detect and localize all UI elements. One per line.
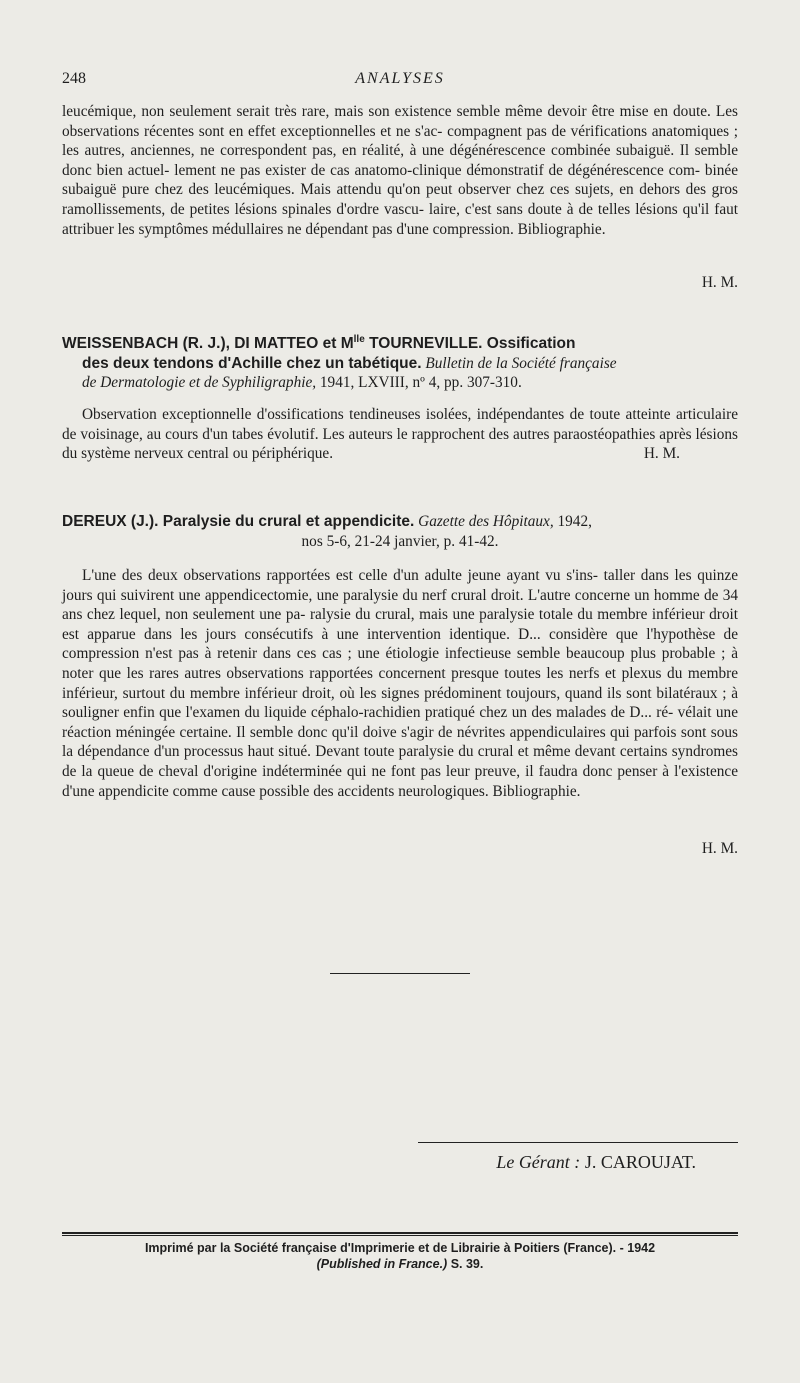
reference-journal-cont: de Dermatologie et de Syphiligraphie, xyxy=(82,374,317,392)
reference-authors-superscript: lle xyxy=(353,334,365,345)
reference-line xyxy=(62,512,738,532)
imprint xyxy=(62,1240,738,1272)
reference-details: 1941, LXVIII, nº 4, pp. 307-310. xyxy=(316,374,522,392)
gerant-line xyxy=(418,1152,696,1173)
reference-details-cont: nos 5-6, 21-24 janvier, p. 41-42. xyxy=(301,532,499,550)
reference-line xyxy=(62,373,738,393)
text-line: pas, en réalité, à une dégénérescence combinée subaiguë. Il semble donc bien actuel- xyxy=(62,142,739,179)
article2-text xyxy=(62,405,738,464)
section-divider xyxy=(330,973,470,974)
reference-details: 1942, xyxy=(553,513,592,530)
text-line: plus probable ; à noter que les rares autres observations rapportées concernent xyxy=(62,645,739,682)
text-line: droit, où les signes prédominent toujours, quand ils sont bilatéraux ; à souligner enfin xyxy=(62,684,738,722)
article3-text xyxy=(62,566,738,801)
text-line: ne dépendant pas d'une compression. Bibliographie. xyxy=(287,220,606,238)
reference-title: Ossification xyxy=(482,335,576,353)
text-line: périphérique. xyxy=(251,445,334,463)
text-line: rapprochent des autres paraostéopathies après lésions du système nerveux central ou xyxy=(62,425,738,463)
imprint-published: (Published in France.) xyxy=(316,1257,448,1271)
text-line: crural droit. L'autre concerne un homme de 34 ans chez lequel, non seulement une pa- xyxy=(62,586,739,624)
reference-authors: DEREUX (J.). xyxy=(62,513,159,530)
text-line: toute atteinte articulaire de voisinage, au cours d'un tabes évolutif. Les auteurs le xyxy=(62,406,738,443)
text-line: laire, c'est sans doute à de telles lésions qu'il faut attribuer les symptômes médullaires xyxy=(62,200,739,238)
text-line: être mise en doute. Les observations récentes sont en effet exceptionnelles et ne s'ac- xyxy=(62,103,738,140)
reference-line xyxy=(62,330,738,354)
text-line: que l'examen du liquide céphalo-rachidien pratiqué chez un des malades de D... ré- xyxy=(159,704,674,722)
reference-title: Paralysie du crural et appendicite. xyxy=(158,513,415,530)
article3-reference xyxy=(62,512,738,551)
imprint-line-2 xyxy=(62,1256,738,1272)
text-line: L'une des deux observations rapportées est celle d'un adulte jeune ayant vu s'ins- xyxy=(82,567,598,584)
text-line: toute paralysie du crural et même devant certains syndromes de la queue de cheval xyxy=(62,743,739,780)
reference-title-cont: des deux tendons d'Achille chez un tabétique. xyxy=(82,354,422,372)
text-line: lement ne pas exister de cas anatomo-clinique démonstratif de dégénérescence com- xyxy=(174,161,701,179)
imprint-code: S. 39. xyxy=(447,1257,484,1271)
page-header xyxy=(62,70,738,92)
article2-reference xyxy=(62,330,738,393)
text-line: compression n'est pas à retenir dans ces cas ; une étiologie infectieuse semble beaucoup xyxy=(62,645,625,663)
page-number: 248 xyxy=(62,70,86,87)
text-line: Observation exceptionnelle d'ossifications tendineuses isolées, indépendantes de xyxy=(82,406,585,423)
article1-text xyxy=(62,102,738,239)
text-line: leucémique, non seulement serait très rare, mais son existence semble même devoir xyxy=(62,103,587,120)
text-line: appendiculaires qui parfois sont sous la dépendance d'un processus haut situé. Devant xyxy=(62,723,738,761)
article1-signature: H. M. xyxy=(701,274,738,291)
text-line: ralysie du crural, mais une paralysie totale du membre inférieur droit est apparue dans xyxy=(62,606,739,643)
footer-rule-thin xyxy=(62,1235,738,1236)
reference-authors-end: TOURNEVILLE. xyxy=(364,335,483,353)
text-line: binée subaiguë pure chez des leucémiques. Mais attendu qu'on peut observer chez ces xyxy=(62,161,738,199)
reference-journal: Bulletin de la Société française xyxy=(421,354,617,372)
reference-authors: WEISSENBACH (R. J.), DI MATTEO et M xyxy=(62,335,354,353)
text-line: presque toutes les nerfs et plexus du membre inférieur, surtout du membre inférieur xyxy=(62,664,738,702)
reference-line xyxy=(62,532,738,552)
reference-line xyxy=(62,354,738,374)
footer-rule-thick xyxy=(62,1232,738,1234)
text-line: vélait une réaction méningée certaine. Il semble donc qu'il doive s'agir de névrites xyxy=(62,704,738,741)
text-line: d'une appendicite comme cause possible des accidents neurologiques. Bibliographie. xyxy=(62,782,581,800)
reference-journal: Gazette des Hôpitaux, xyxy=(414,513,554,530)
gerant-divider xyxy=(418,1142,738,1143)
gerant-label: Le Gérant : xyxy=(496,1152,581,1172)
imprint-line-1: Imprimé par la Société française d'Imprimerie et de Librairie à Poitiers (France). - 1942 xyxy=(144,1241,656,1255)
text-line: d'origine indéterminée qui ne font pas leur preuve, il faudra donc penser à l'existence xyxy=(203,762,739,780)
text-line: compagnent pas de vérifications anatomiques ; les autres, anciennes, ne correspondent xyxy=(62,122,738,160)
text-line: les jours consécutifs à une intervention identique. D... considère que l'hypothèse de xyxy=(180,625,738,643)
running-title: ANALYSES xyxy=(355,70,445,87)
gerant-name: J. CAROUJAT. xyxy=(580,1152,696,1172)
text-line: sujets, en dehors des gros ramollissements, de petites lésions spinales d'ordre vascu- xyxy=(62,181,739,218)
article3-signature: H. M. xyxy=(701,840,738,857)
article2-signature: H. M. xyxy=(643,445,680,463)
text-line: taller dans les quinze jours qui suivirent une appendicectomie, une paralysie du nerf xyxy=(62,567,739,604)
